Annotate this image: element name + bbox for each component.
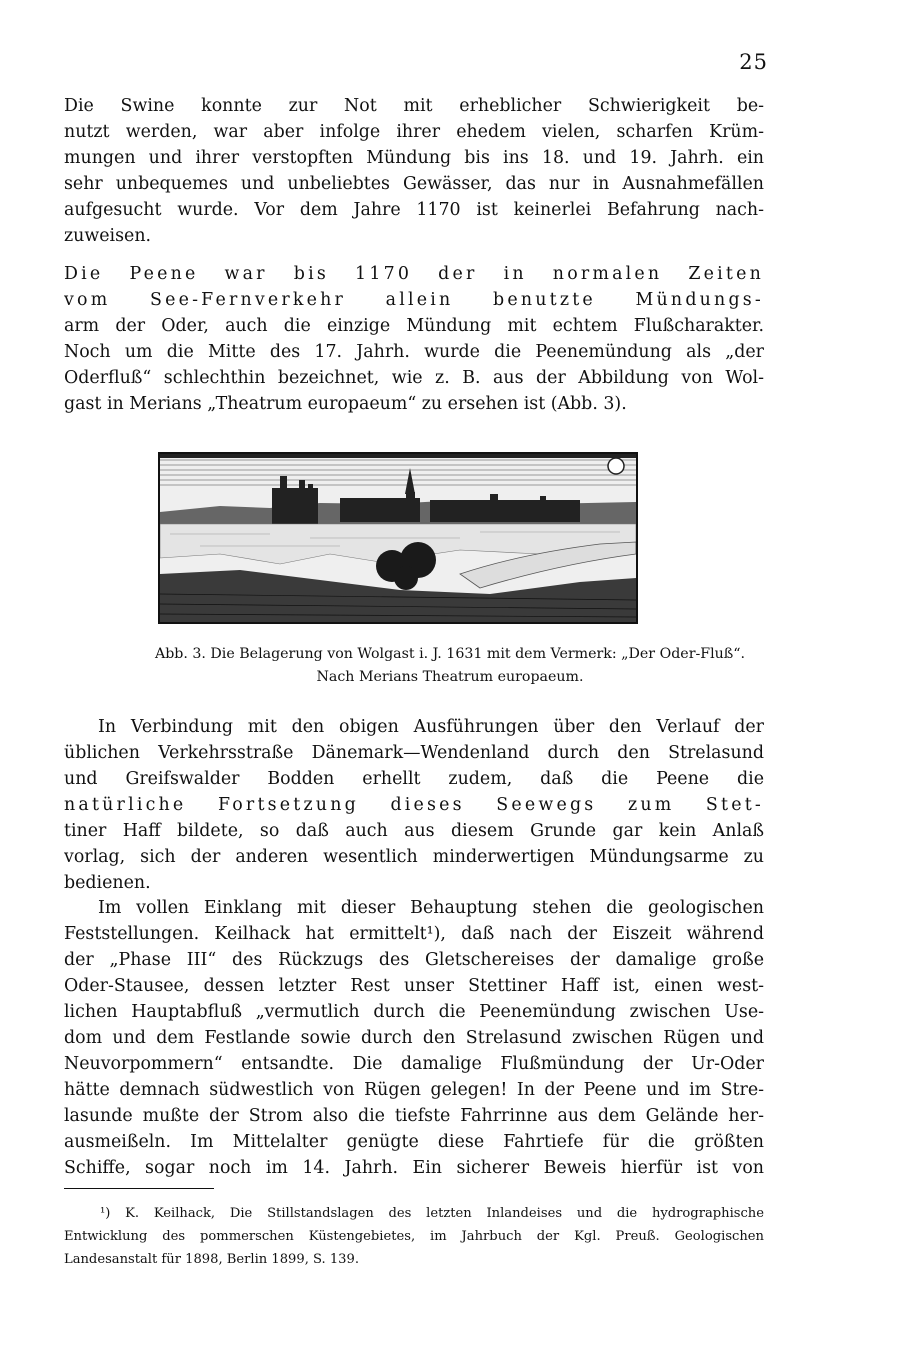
text-line: dom und dem Festlande sowie durch den Strelasund zwischen Rügen und	[64, 1028, 764, 1048]
text-line: Die Peene war bis 1170 der in normalen Zeiten	[64, 264, 764, 284]
text-line: der „Phase III“ des Rückzugs des Gletschereises der damalige große	[64, 950, 764, 970]
text-line: Feststellungen. Keilhack hat ermittelt¹), daß nach der Eiszeit während	[64, 924, 764, 944]
text-line: Schiffe, sogar noch im 14. Jahrh. Ein sicherer Beweis hierfür ist von	[64, 1158, 764, 1178]
text-line: mungen und ihrer verstopften Mündung bis ins 18. und 19. Jahrh. ein	[64, 148, 764, 168]
wolgast-engraving-figure	[158, 452, 638, 624]
text-line: aufgesucht wurde. Vor dem Jahre 1170 ist keinerlei Befahrung nach-	[64, 200, 764, 220]
engraving-illustration	[160, 454, 636, 622]
paragraph-verbindung	[64, 714, 764, 896]
text-line: Noch um die Mitte des 17. Jahrh. wurde die Peenemündung als „der	[64, 342, 764, 362]
text-line: und Greifswalder Bodden erhellt zudem, daß die Peene die	[64, 769, 764, 789]
text-line: In Verbindung mit den obigen Ausführungen über den Verlauf der	[98, 717, 764, 737]
text-line: zuweisen.	[64, 226, 152, 246]
text-line: vom See-Fernverkehr allein benutzte Mündungs-	[64, 290, 764, 310]
paragraph-einklang	[64, 895, 764, 1181]
text-line: lichen Hauptabfluß „vermutlich durch die Peenemündung zwischen Use-	[64, 1002, 764, 1022]
text-line: Oderfluß“ schlechthin bezeichnet, wie z. B. aus der Abbildung von Wol-	[64, 368, 764, 388]
text-line: üblichen Verkehrsstraße Dänemark—Wendenland durch den Strelasund	[64, 743, 764, 763]
text-line: Oder-Stausee, dessen letzter Rest unser Stettiner Haff ist, einen west-	[64, 976, 764, 996]
text-line: gast in Merians „Theatrum europaeum“ zu ersehen ist (Abb. 3).	[64, 394, 627, 414]
figure-caption-line: Nach Merians Theatrum europaeum.	[316, 669, 584, 685]
paragraph-swine	[64, 93, 764, 249]
text-line: Die Swine konnte zur Not mit erheblicher Schwierigkeit be-	[64, 96, 764, 116]
text-line: Neuvorpommern“ entsandte. Die damalige Flußmündung der Ur-Oder	[64, 1054, 764, 1074]
footnote-line: Entwicklung des pommerschen Küstengebietes, im Jahrbuch der Kgl. Preuß. Geologischen	[64, 1229, 764, 1244]
text-line: lasunde mußte der Strom also die tiefste Fahrrinne aus dem Gelände her-	[64, 1106, 764, 1126]
text-line: nutzt werden, war aber infolge ihrer ehedem vielen, scharfen Krüm-	[64, 122, 764, 142]
text-line: sehr unbequemes und unbeliebtes Gewässer, das nur in Ausnahmefällen	[64, 174, 764, 194]
text-line: bedienen.	[64, 873, 151, 893]
footnote	[64, 1202, 764, 1271]
text-line: arm der Oder, auch die einzige Mündung mit echtem Flußcharakter.	[64, 316, 764, 336]
text-line: Im vollen Einklang mit dieser Behauptung stehen die geologischen	[98, 898, 764, 918]
text-line: tiner Haff bildete, so daß auch aus diesem Grunde gar kein Anlaß	[64, 821, 764, 841]
text-line: natürliche Fortsetzung dieses Seewegs zum Stet-	[64, 795, 764, 815]
figure-caption-line: Abb. 3. Die Belagerung von Wolgast i. J. 1631 mit dem Vermerk: „Der Oder-Fluß“.	[154, 646, 746, 662]
text-line: vorlag, sich der anderen wesentlich minderwertigen Mündungsarme zu	[64, 847, 764, 867]
text-line: hätte demnach südwestlich von Rügen gelegen! In der Peene und im Stre-	[64, 1080, 764, 1100]
footnote-line: Landesanstalt für 1898, Berlin 1899, S. 139.	[64, 1252, 359, 1267]
footnote-divider	[64, 1188, 214, 1189]
page-number: 25	[739, 50, 768, 74]
text-line: ausmeißeln. Im Mittelalter genügte diese Fahrtiefe für die größten	[64, 1132, 764, 1152]
footnote-line: ¹) K. Keilhack, Die Stillstandslagen des letzten Inlandeises und die hydrographische	[100, 1206, 764, 1221]
paragraph-peene	[64, 261, 764, 417]
